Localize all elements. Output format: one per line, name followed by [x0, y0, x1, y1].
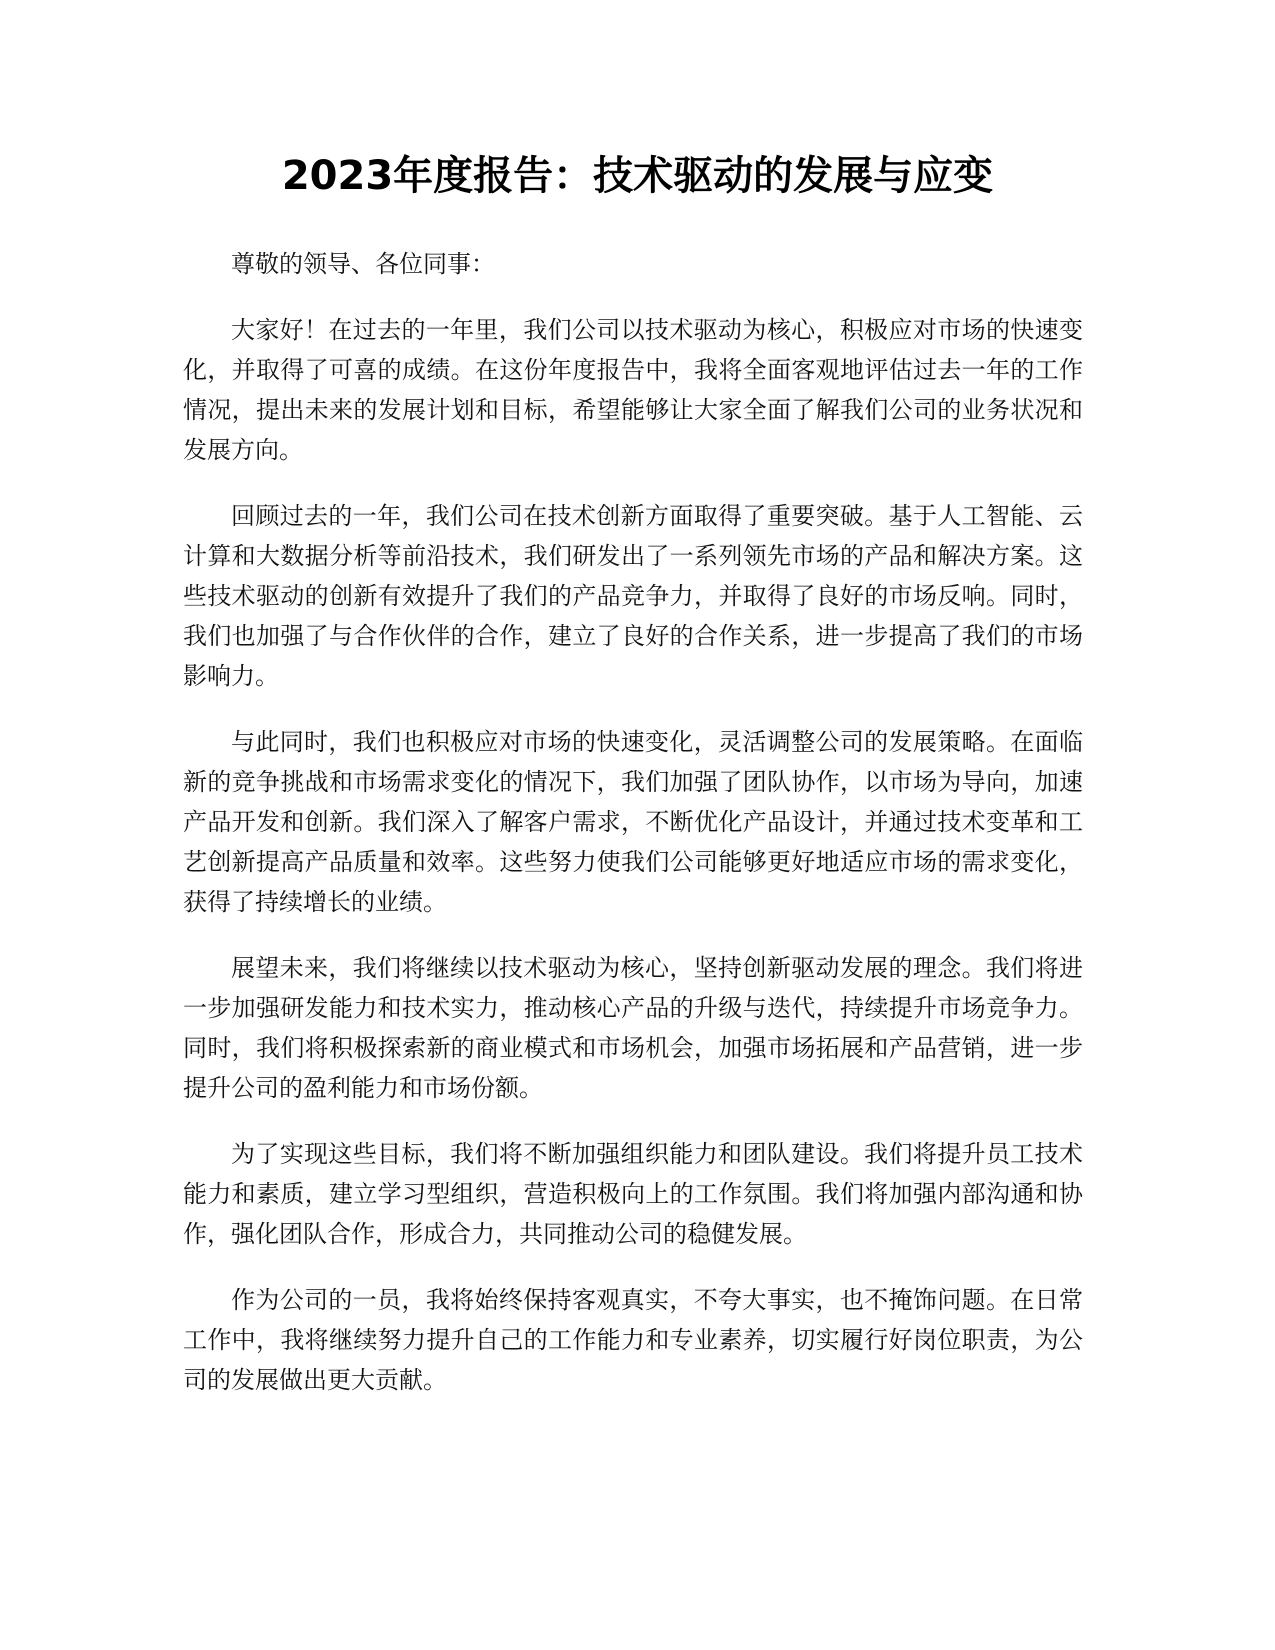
document-body — [183, 244, 1083, 1426]
salutation: 尊敬的领导、各位同事： — [231, 250, 495, 278]
document-title: 2023年度报告：技术驱动的发展与应变 — [281, 153, 994, 199]
paragraph: 为了实现这些目标，我们将不断加强组织能力和团队建设。我们将提升员工技术能力和素质，建立学习型组织，营造积极向上的工作氛围。我们将加强内部沟通和协作，强化团队合作，形成合力，共同推动公司的稳健发展。 — [183, 1140, 1083, 1248]
paragraph: 作为公司的一员，我将始终保持客观真实，不夸大事实，也不掩饰问题。在日常工作中，我将继续努力提升自己的工作能力和专业素养，切实履行好岗位职责，为公司的发展做出更大贡献。 — [183, 1286, 1083, 1394]
paragraph: 大家好！在过去的一年里，我们公司以技术驱动为核心，积极应对市场的快速变化，并取得了可喜的成绩。在这份年度报告中，我将全面客观地评估过去一年的工作情况，提出未来的发展计划和目标，希望能够让大家全面了解我们公司的业务状况和发展方向。 — [183, 316, 1083, 464]
paragraph: 展望未来，我们将继续以技术驱动为核心，坚持创新驱动发展的理念。我们将进一步加强研发能力和技术实力，推动核心产品的升级与迭代，持续提升市场竞争力。同时，我们将积极探索新的商业模式和市场机会，加强市场拓展和产品营销，进一步提升公司的盈利能力和市场份额。 — [183, 954, 1083, 1102]
paragraph: 回顾过去的一年，我们公司在技术创新方面取得了重要突破。基于人工智能、云计算和大数据分析等前沿技术，我们研发出了一系列领先市场的产品和解决方案。这些技术驱动的创新有效提升了我们的产品竞争力，并取得了良好的市场反响。同时，我们也加强了与合作伙伴的合作，建立了良好的合作关系，进一步提高了我们的市场影响力。 — [183, 502, 1083, 690]
paragraph: 与此同时，我们也积极应对市场的快速变化，灵活调整公司的发展策略。在面临新的竞争挑战和市场需求变化的情况下，我们加强了团队协作，以市场为导向，加速产品开发和创新。我们深入了解客户需求，不断优化产品设计，并通过技术变革和工艺创新提高产品质量和效率。这些努力使我们公司能够更好地适应市场的需求变化，获得了持续增长的业绩。 — [183, 728, 1083, 916]
